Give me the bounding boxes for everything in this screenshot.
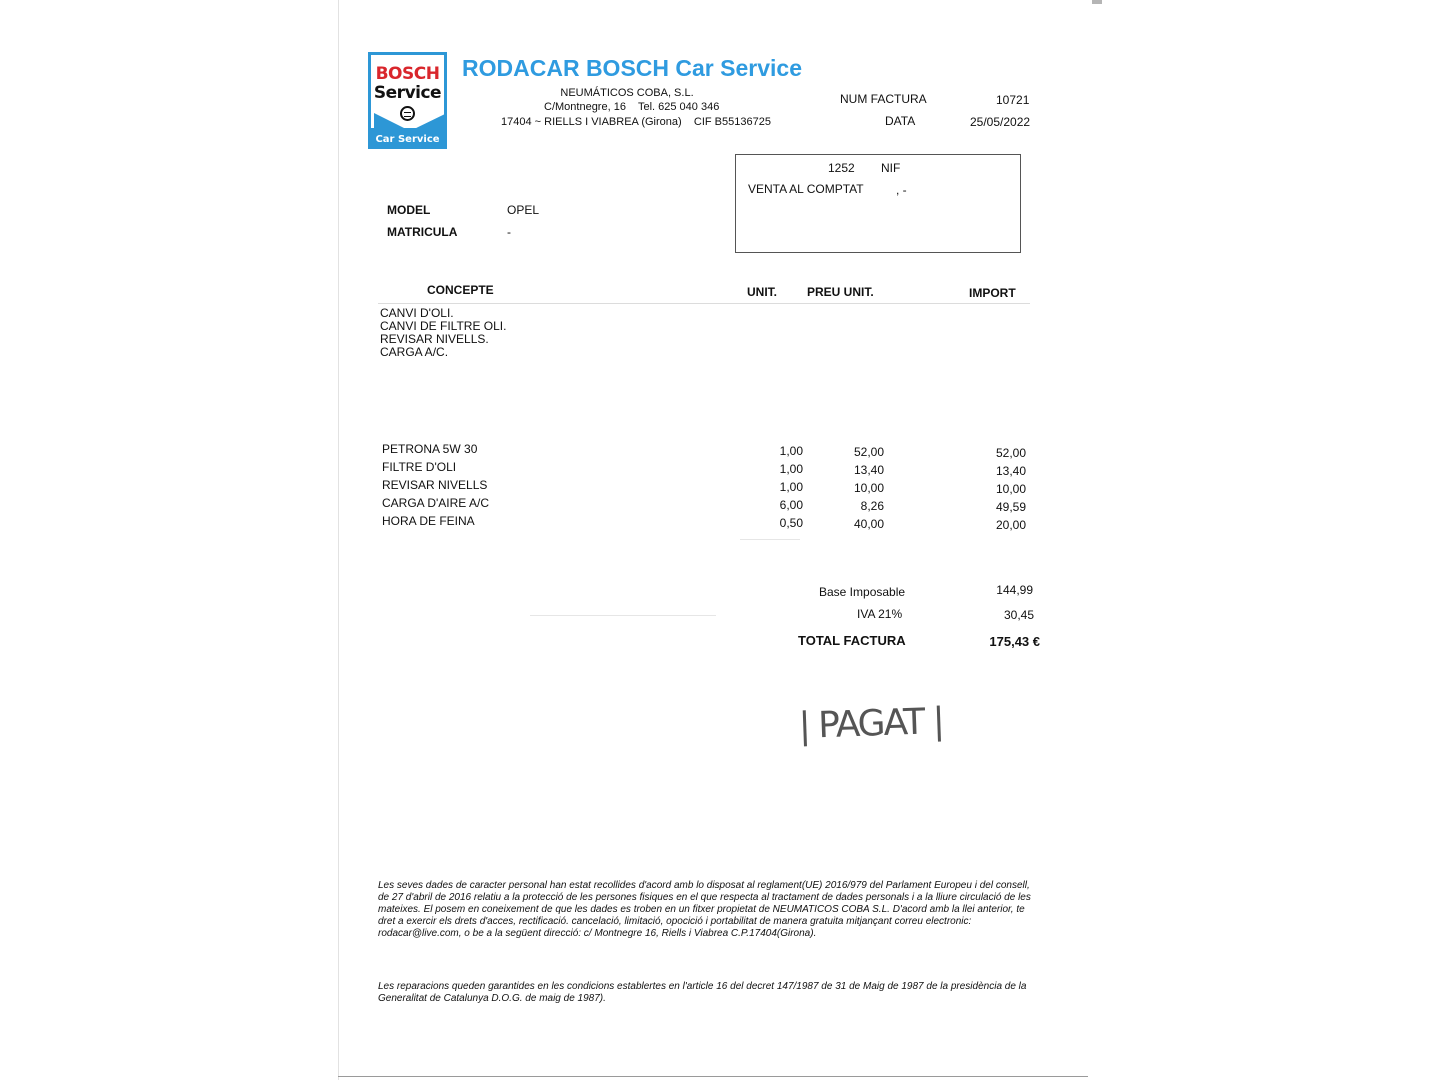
work-line: CANVI DE FILTRE OLI. [380, 319, 507, 333]
line-unit: 6,00 [779, 498, 803, 512]
line-concept: HORA DE FEINA [382, 514, 475, 528]
line-unit: 1,00 [779, 444, 803, 458]
client-name: VENTA AL COMPTAT [748, 182, 864, 196]
work-description [380, 307, 506, 359]
column-unit: UNIT. [747, 285, 777, 299]
line-amount: 10,00 [995, 482, 1026, 496]
scan-mark [1092, 0, 1102, 4]
invoice-number: 10721 [996, 93, 1030, 107]
line-price: 52,00 [853, 445, 884, 459]
header-rule [378, 303, 1030, 304]
logo-bosch-text: BOSCH [375, 64, 440, 84]
company-city-cif: 17404 ~ RIELLS I VIABREA (Girona) CIF B55136725 [501, 116, 771, 128]
model-value: OPEL [507, 203, 540, 217]
total-value: 175,43 € [989, 634, 1040, 649]
invoice-date-label: DATA [885, 114, 916, 128]
line-price: 13,40 [853, 463, 884, 477]
faint-rule [740, 539, 800, 540]
warranty-notice: Les reparacions queden garantides en les condicions establertes en l'article 16 del decret 147/1987 de 31 de Maig de 1987 de la presidència de la Generalitat de Catalunya D.O.G. de maig de 1987). [378, 981, 1027, 1004]
column-concept: CONCEPTE [427, 283, 494, 297]
line-unit: 1,00 [779, 480, 803, 494]
company-legal-name: NEUMÁTICOS COBA, S.L. [560, 87, 694, 99]
base-label: Base Imposable [819, 585, 906, 599]
base-value: 144,99 [996, 583, 1033, 597]
line-price: 8,26 [860, 499, 884, 513]
invoice-date: 25/05/2022 [970, 115, 1031, 129]
bosch-service-logo [368, 52, 447, 149]
paid-stamp: | PAGAT | [798, 700, 944, 747]
line-concept: CARGA D'AIRE A/C [382, 496, 489, 510]
line-unit: 0,50 [779, 516, 803, 530]
line-amount: 20,00 [995, 518, 1026, 532]
invoice-number-label: NUM FACTURA [840, 92, 927, 106]
model-label: MODEL [387, 203, 431, 217]
plate-label: MATRICULA [387, 225, 458, 239]
logo-service-text: Service [373, 83, 442, 103]
vat-label: IVA 21% [857, 607, 903, 621]
client-code: 1252 [828, 161, 855, 175]
faint-rule [530, 615, 716, 616]
line-concept: PETRONA 5W 30 [382, 442, 478, 456]
company-address: C/Montnegre, 16 Tel. 625 040 346 [544, 101, 720, 113]
line-amount: 13,40 [995, 464, 1026, 478]
work-line: CANVI D'OLI. [380, 306, 454, 320]
column-amount: IMPORT [969, 286, 1016, 300]
line-price: 40,00 [853, 517, 884, 531]
scan-edge-left [338, 0, 339, 1080]
logo-band-text: Car Service [375, 134, 440, 145]
client-extra: , - [896, 183, 907, 197]
line-concept: REVISAR NIVELLS [382, 478, 488, 492]
privacy-notice: Les seves dades de caracter personal han estat recollides d'acord amb lo disposat al reglament(UE) 2016/979 del Parlament Europeu i del consell, de 27 d'abril de 2016 relatiu a la protecció de les persones fisiques en el que respecta al tractament de dades personals i a la lliure circulació de les mateixes. El posem en coneixement de que les dades es troben en un fitxer propietat de NEUMATICOS COBA S.L. D'acord amb la llei anterior, te dret a exercir els drets d'acces, rectificació. cancelació, limitació, opocició i portabilitat de manera gratuita mitjançant correu electronic: rodacar@live.com, o be a la següent direcció: c/ Montnegre 16, Riells i Viabrea C.P.17404(Girona). [378, 880, 1031, 939]
bosch-armature-icon [400, 106, 415, 121]
scan-edge-bottom [338, 1076, 1088, 1077]
client-box [735, 154, 1021, 253]
column-unit-price: PREU UNIT. [807, 285, 874, 299]
line-price: 10,00 [853, 481, 884, 495]
work-line: CARGA A/C. [380, 345, 449, 359]
plate-value: - [507, 225, 511, 239]
client-nif-label: NIF [881, 161, 901, 175]
line-concept: FILTRE D'OLI [382, 460, 457, 474]
line-unit: 1,00 [779, 462, 803, 476]
vat-value: 30,45 [1003, 608, 1034, 622]
line-amount: 49,59 [995, 500, 1026, 514]
company-name: RODACAR BOSCH Car Service [462, 55, 802, 81]
work-line: REVISAR NIVELLS. [380, 332, 489, 346]
total-label: TOTAL FACTURA [798, 633, 906, 648]
line-amount: 52,00 [995, 446, 1026, 460]
